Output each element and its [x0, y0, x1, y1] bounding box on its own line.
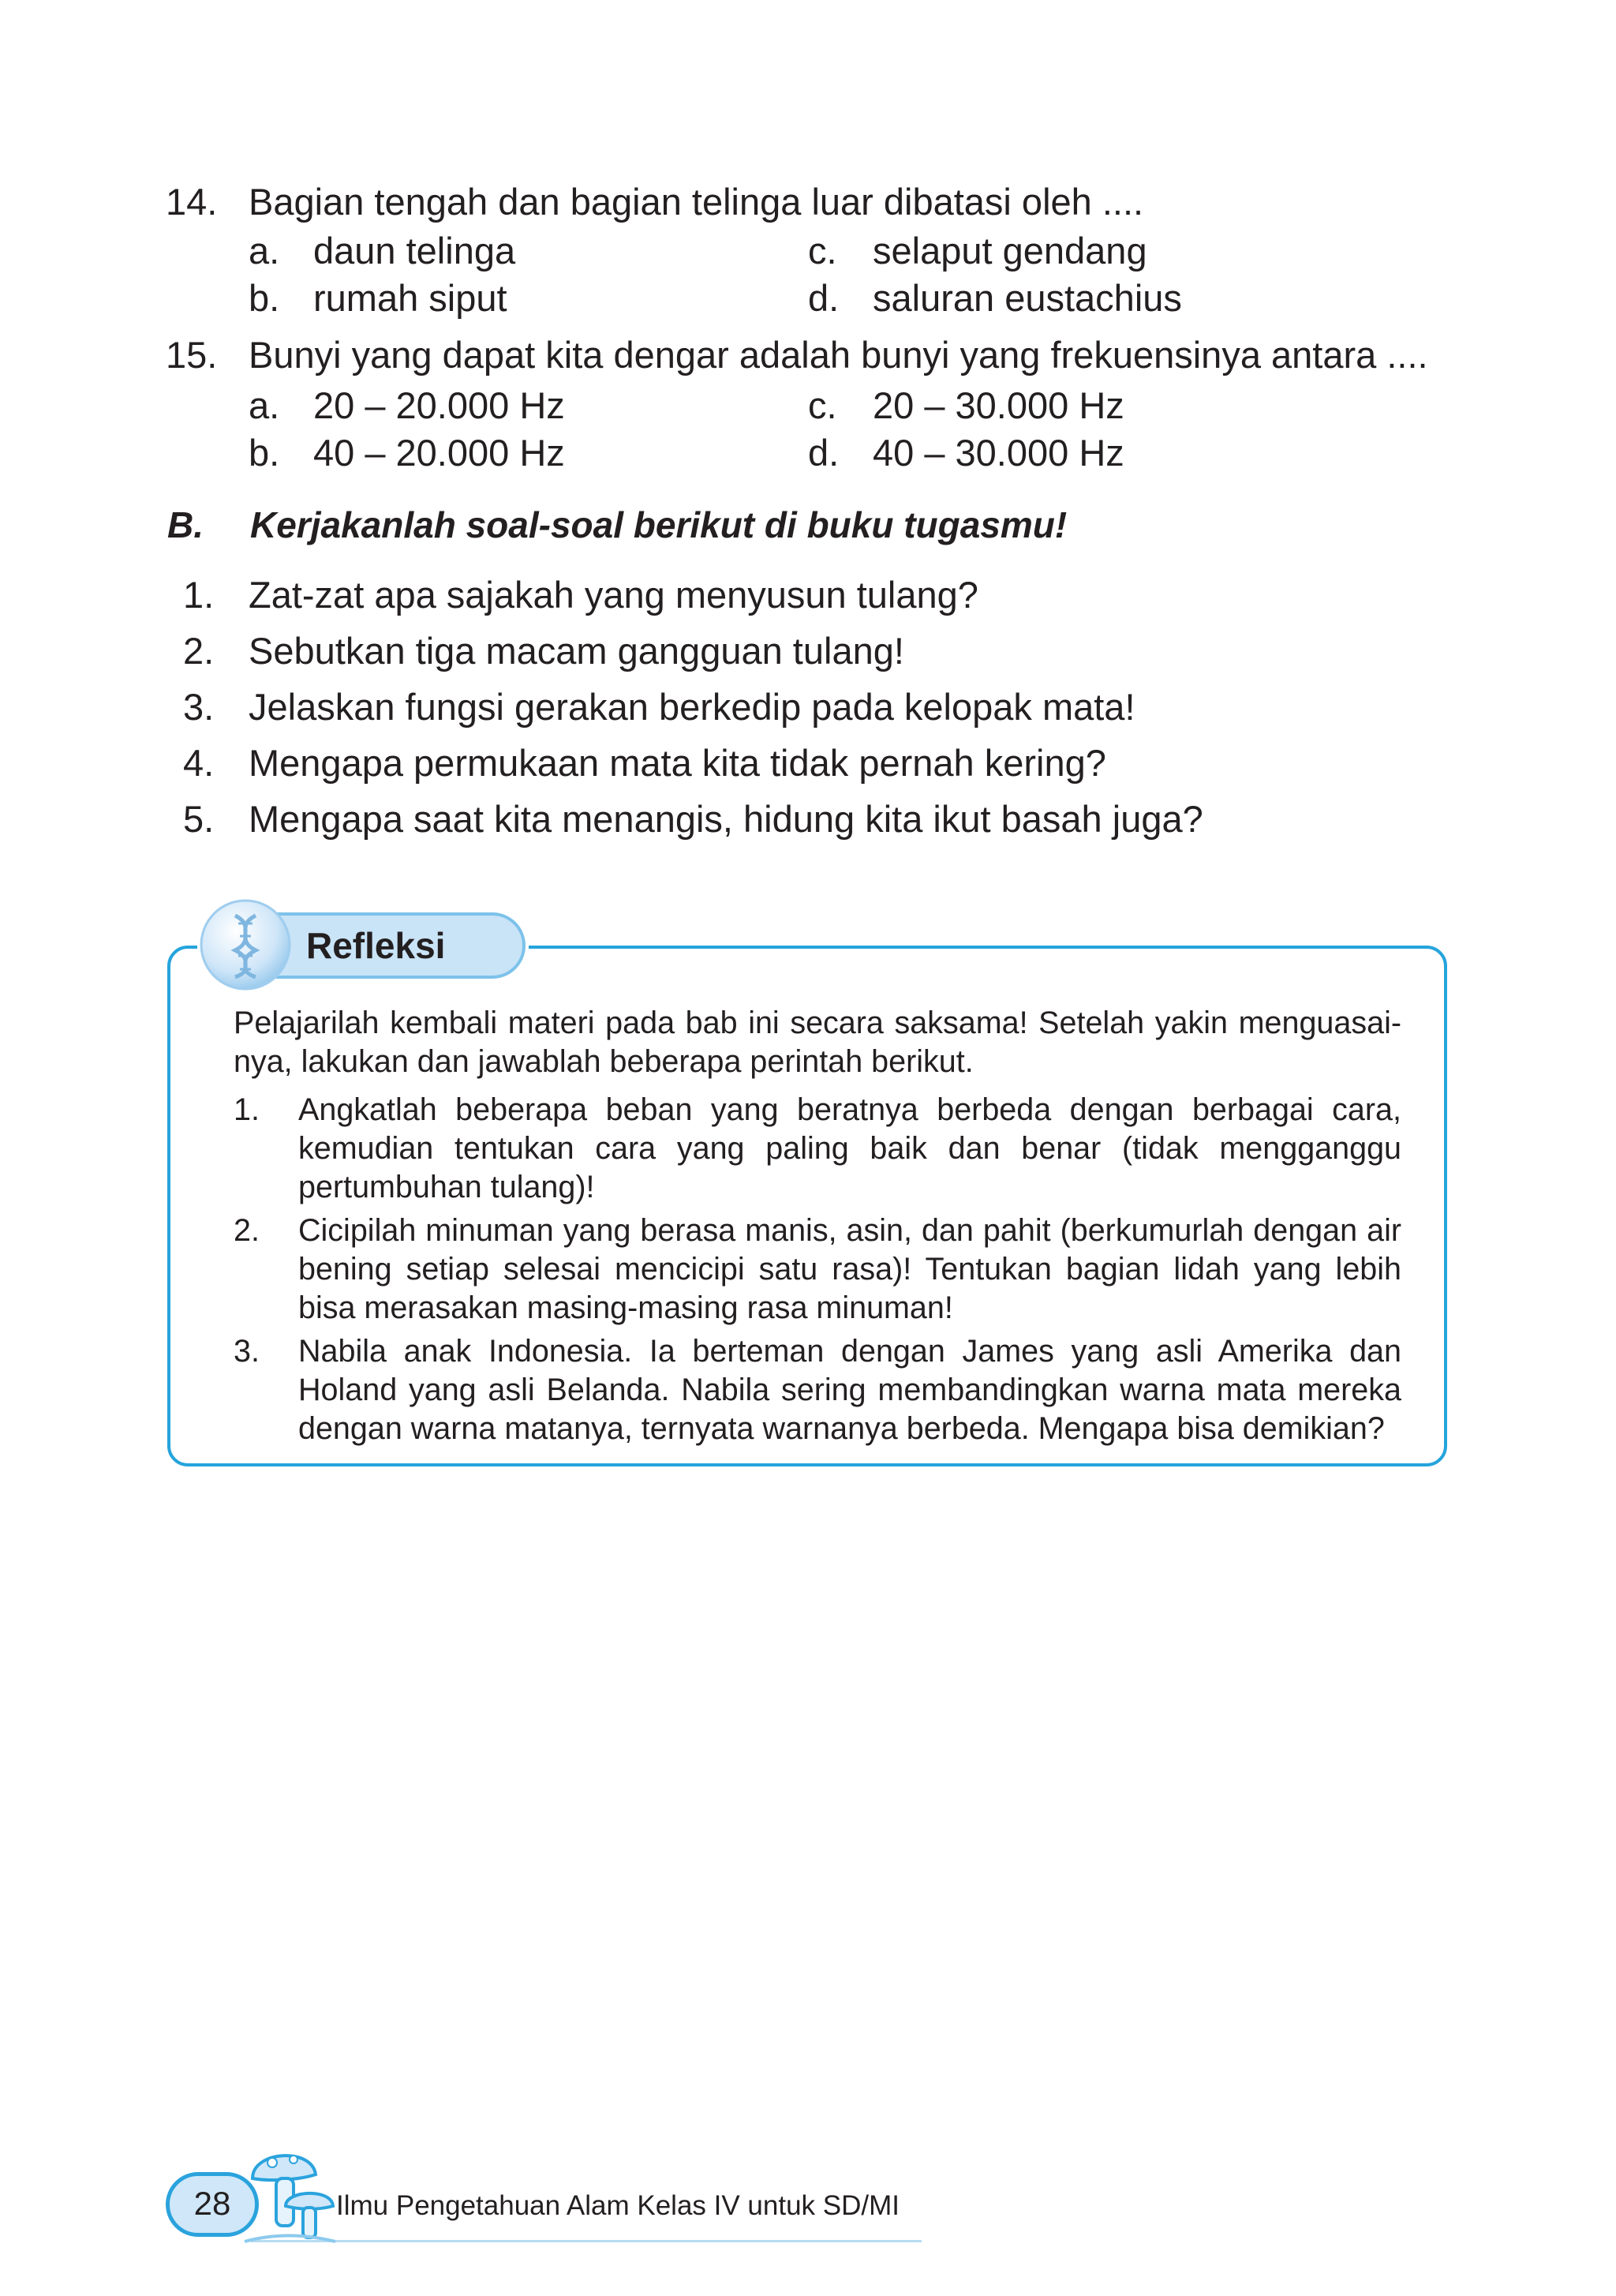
- book-title: Ilmu Pengetahuan Alam Kelas IV untuk SD/MI: [336, 2190, 900, 2221]
- option-text: selaput gendang: [873, 230, 1147, 272]
- section-b-heading: [167, 501, 1067, 549]
- refleksi-item-text: Angkatlah beberapa beban yang beratnya berbeda dengan berbagai cara, kemudian tentukan cara yang paling baik dan benar (tidak mengganggu pertumbuhan tulang)!: [298, 1092, 1401, 1204]
- option-letter: a.: [249, 384, 280, 426]
- option-text: 40 – 30.000 Hz: [873, 432, 1124, 474]
- essay-text: Zat-zat apa sajakah yang menyusun tulang?: [249, 574, 978, 616]
- section-instruction: Kerjakanlah soal-soal berikut di buku tugasmu!: [250, 504, 1068, 545]
- refleksi-intro: Pelajarilah kembali materi pada bab ini secara saksama! Setelah yakin menguasai-nya, lakukan dan jawablah beberapa perintah berikut.: [234, 1006, 1401, 1079]
- question-number: 14.: [166, 181, 218, 223]
- option-letter: b.: [249, 277, 280, 319]
- option-c: [808, 382, 1124, 429]
- option-letter: a.: [249, 230, 280, 272]
- question-stem: Bunyi yang dapat kita dengar adalah bunyi yang frekuensinya antara ....: [249, 334, 1428, 376]
- option-text: rumah siput: [313, 277, 507, 319]
- option-letter: c.: [808, 384, 837, 426]
- essay-number: 4.: [183, 742, 215, 784]
- essay-text: Jelaskan fungsi gerakan berkedip pada kelopak mata!: [249, 686, 1135, 728]
- option-b: [249, 429, 565, 477]
- option-letter: d.: [808, 432, 840, 474]
- option-a: [249, 227, 515, 275]
- option-text: 20 – 30.000 Hz: [873, 384, 1124, 426]
- option-letter: b.: [249, 432, 280, 474]
- essay-number: 1.: [183, 574, 215, 616]
- question-number: 15.: [166, 334, 218, 376]
- option-text: 40 – 20.000 Hz: [313, 432, 565, 474]
- essay-number: 2.: [183, 630, 215, 672]
- option-b: [249, 275, 507, 322]
- dna-helix-icon: [199, 898, 292, 991]
- option-text: daun telinga: [313, 230, 516, 272]
- essay-text: Sebutkan tiga macam gangguan tulang!: [249, 630, 904, 672]
- refleksi-item-text: Cicipilah minuman yang berasa manis, asin, dan pahit (berkumurlah dengan air bening setiap selesai mencicipi satu rasa)! Tentukan bagian lidah yang lebih bisa merasakan masing-masing rasa minuman!: [298, 1213, 1401, 1325]
- option-d: [808, 429, 1124, 477]
- section-letter: B.: [167, 504, 204, 545]
- essay-text: Mengapa permukaan mata kita tidak pernah kering?: [249, 742, 1106, 784]
- refleksi-item-number: 1.: [234, 1092, 260, 1127]
- option-a: [249, 382, 565, 429]
- question-stem: Bagian tengah dan bagian telinga luar dibatasi oleh ....: [249, 181, 1144, 223]
- essay-text: Mengapa saat kita menangis, hidung kita ikut basah juga?: [249, 798, 1203, 840]
- option-c: [808, 227, 1147, 275]
- refleksi-item-number: 3.: [234, 1334, 260, 1369]
- option-letter: d.: [808, 277, 840, 319]
- refleksi-item-text: Nabila anak Indonesia. Ia berteman dengan James yang asli Amerika dan Holand yang asli Belanda. Nabila sering membandingkan warna mata mereka dengan warna matanya, ternyata warnanya berbeda. Mengapa bisa demikian?: [298, 1334, 1401, 1446]
- footer-rule: [251, 2240, 922, 2242]
- option-text: saluran eustachius: [873, 277, 1182, 319]
- option-d: [808, 275, 1182, 322]
- refleksi-title: Refleksi: [306, 925, 446, 966]
- essay-number: 3.: [183, 686, 215, 728]
- refleksi-item-number: 2.: [234, 1213, 260, 1248]
- essay-number: 5.: [183, 798, 215, 840]
- page-number: 28: [193, 2185, 231, 2222]
- option-letter: c.: [808, 230, 837, 272]
- option-text: 20 – 20.000 Hz: [313, 384, 565, 426]
